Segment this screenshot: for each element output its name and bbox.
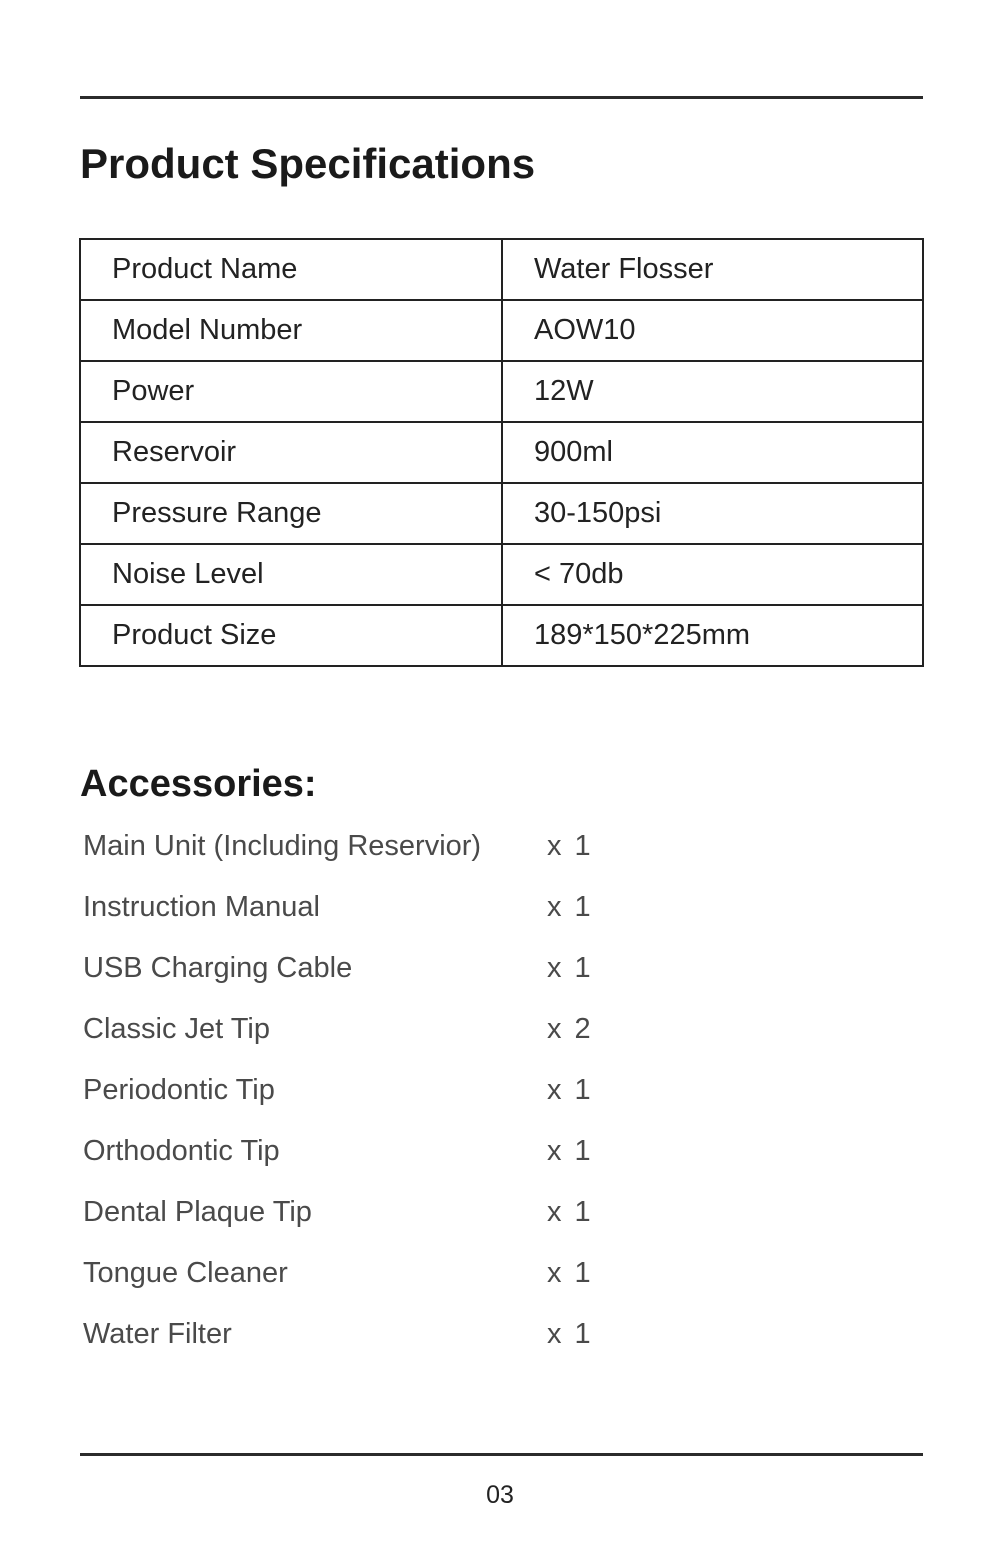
table-row bbox=[80, 300, 923, 361]
list-item bbox=[83, 889, 683, 950]
list-item bbox=[83, 950, 683, 1011]
quantity-value: 1 bbox=[574, 830, 592, 862]
quantity-value: 1 bbox=[574, 952, 592, 984]
quantity-value: 1 bbox=[574, 1318, 592, 1350]
spec-label: Power bbox=[80, 361, 502, 422]
multiplier-sign: x bbox=[547, 1074, 563, 1106]
table-row bbox=[80, 544, 923, 605]
list-item bbox=[83, 1133, 683, 1194]
accessory-name: Orthodontic Tip bbox=[83, 1135, 280, 1167]
table-row bbox=[80, 422, 923, 483]
accessory-quantity bbox=[547, 891, 592, 924]
quantity-value: 2 bbox=[574, 1013, 592, 1045]
spec-value: 12W bbox=[502, 361, 923, 422]
accessory-name: Tongue Cleaner bbox=[83, 1257, 288, 1289]
page-title: Product Specifications bbox=[80, 140, 536, 187]
accessory-quantity bbox=[547, 1318, 592, 1351]
accessory-name: Instruction Manual bbox=[83, 891, 320, 923]
accessories-list bbox=[83, 828, 683, 1366]
accessory-name: USB Charging Cable bbox=[83, 952, 353, 984]
multiplier-sign: x bbox=[547, 952, 563, 984]
accessory-name: Main Unit (Including Reservior) bbox=[83, 830, 482, 862]
multiplier-sign: x bbox=[547, 891, 563, 923]
quantity-value: 1 bbox=[574, 891, 592, 923]
list-item bbox=[83, 1011, 683, 1072]
list-item bbox=[83, 1194, 683, 1255]
top-divider bbox=[80, 96, 923, 99]
spec-value: < 70db bbox=[502, 544, 923, 605]
accessory-quantity bbox=[547, 1013, 592, 1046]
spec-value: 189*150*225mm bbox=[502, 605, 923, 666]
accessory-quantity bbox=[547, 1257, 592, 1290]
spec-value: Water Flosser bbox=[502, 239, 923, 300]
accessory-quantity bbox=[547, 952, 592, 985]
multiplier-sign: x bbox=[547, 1135, 563, 1167]
accessory-quantity bbox=[547, 1135, 592, 1168]
spec-label: Pressure Range bbox=[80, 483, 502, 544]
table-row bbox=[80, 483, 923, 544]
specifications-table bbox=[79, 238, 924, 667]
list-item bbox=[83, 1072, 683, 1133]
accessory-quantity bbox=[547, 830, 592, 863]
accessories-heading: Accessories: bbox=[80, 763, 317, 805]
page-number: 03 bbox=[486, 1481, 514, 1509]
spec-value: 900ml bbox=[502, 422, 923, 483]
multiplier-sign: x bbox=[547, 1196, 563, 1228]
list-item bbox=[83, 1316, 683, 1366]
multiplier-sign: x bbox=[547, 1257, 563, 1289]
spec-label: Product Size bbox=[80, 605, 502, 666]
multiplier-sign: x bbox=[547, 1013, 563, 1045]
quantity-value: 1 bbox=[574, 1135, 592, 1167]
table-row bbox=[80, 361, 923, 422]
accessory-quantity bbox=[547, 1196, 592, 1229]
quantity-value: 1 bbox=[574, 1196, 592, 1228]
multiplier-sign: x bbox=[547, 830, 563, 862]
list-item bbox=[83, 828, 683, 889]
accessory-name: Periodontic Tip bbox=[83, 1074, 275, 1106]
spec-label: Model Number bbox=[80, 300, 502, 361]
accessory-quantity bbox=[547, 1074, 592, 1107]
quantity-value: 1 bbox=[574, 1074, 592, 1106]
multiplier-sign: x bbox=[547, 1318, 563, 1350]
accessory-name: Dental Plaque Tip bbox=[83, 1196, 312, 1228]
accessory-name: Water Filter bbox=[83, 1318, 232, 1350]
bottom-divider bbox=[80, 1453, 923, 1456]
table-row bbox=[80, 605, 923, 666]
spec-value: AOW10 bbox=[502, 300, 923, 361]
spec-label: Noise Level bbox=[80, 544, 502, 605]
accessory-name: Classic Jet Tip bbox=[83, 1013, 270, 1045]
list-item bbox=[83, 1255, 683, 1316]
spec-value: 30-150psi bbox=[502, 483, 923, 544]
quantity-value: 1 bbox=[574, 1257, 592, 1289]
spec-label: Reservoir bbox=[80, 422, 502, 483]
table-row bbox=[80, 239, 923, 300]
spec-label: Product Name bbox=[80, 239, 502, 300]
